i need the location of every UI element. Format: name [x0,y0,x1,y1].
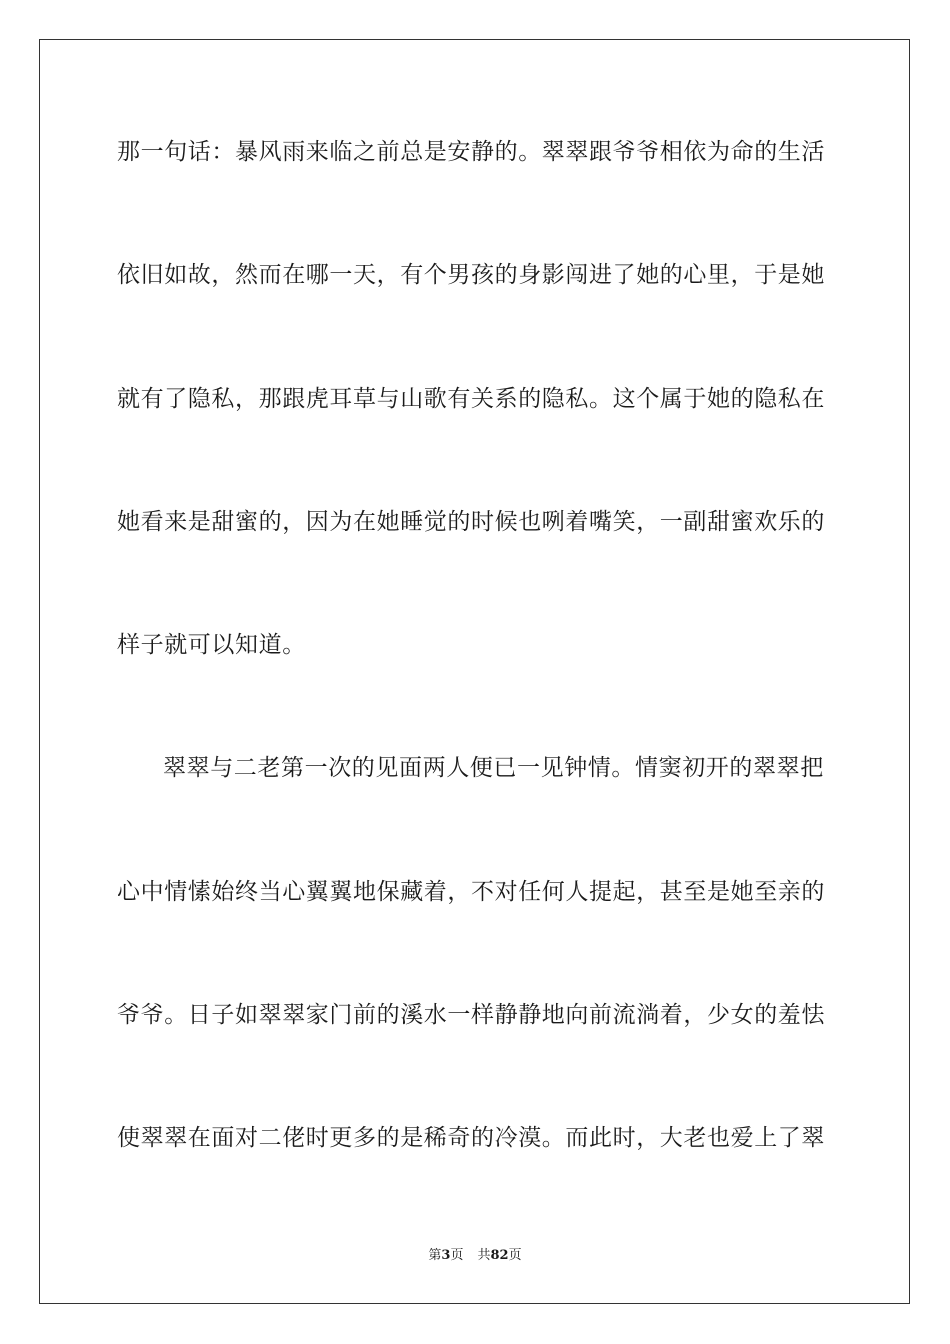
total-suffix: 页 [508,1248,522,1263]
text-line-3: 就有了隐私，那跟虎耳草与山歌有关系的隐私。这个属于她的隐私在 [117,385,825,412]
text-line-9: 使翠翠在面对二佬时更多的是稀奇的冷漠。而此时，大老也爱上了翠 [117,1125,825,1152]
total-prefix: 共 [477,1248,491,1263]
text-line-4: 她看来是甜蜜的，因为在她睡觉的时候也咧着嘴笑，一副甜蜜欢乐的 [117,508,825,535]
text-line-1: 那一句话：暴风雨来临之前总是安静的。翠翠跟爷爷相依为命的生活 [117,139,825,165]
text-line-2: 依旧如故，然而在哪一天，有个男孩的身影闯进了她的心里，于是她 [117,262,825,289]
text-line-6-paragraph-start: 翠翠与二老第一次的见面两人便已一见钟情。情窦初开的翠翠把 [163,755,824,782]
text-line-7: 心中情愫始终当心翼翼地保藏着，不对任何人提起，甚至是她至亲的 [117,878,825,905]
page-footer [0,1244,950,1263]
document-body [117,124,837,1234]
page-current-number: 3 [441,1248,451,1263]
page-prefix: 第 [428,1248,442,1263]
text-line-8: 爷爷。日子如翠翠家门前的溪水一样静静地向前流淌着，少女的羞怯 [117,1002,825,1029]
text-line-5: 样子就可以知道。 [117,632,306,659]
page-suffix: 页 [450,1248,464,1263]
page-total-number: 82 [490,1248,509,1263]
